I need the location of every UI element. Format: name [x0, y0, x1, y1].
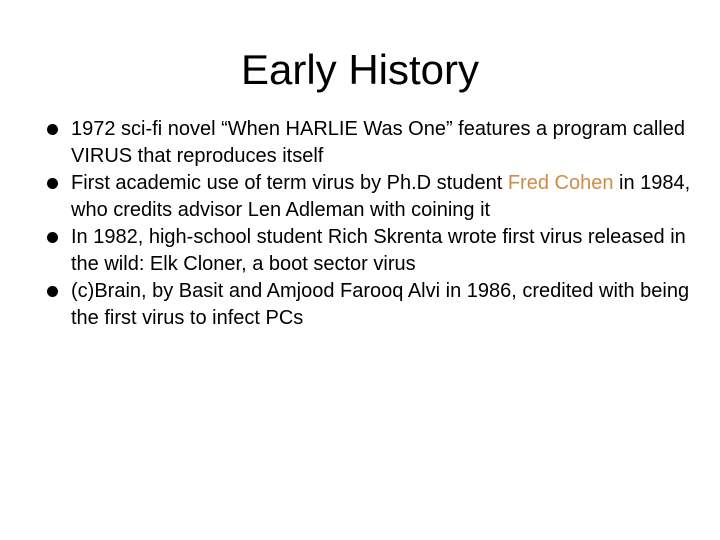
bullet-dot-icon [47, 178, 58, 189]
bullet-dot-icon [47, 124, 58, 135]
bullet-text-2-before: First academic use of term virus by Ph.D student [71, 172, 508, 194]
bullet-item-4 [46, 278, 706, 332]
bullet-text-4: (c)Brain, by Basit and Amjood Farooq Alvi in 1986, credited with being the first virus to infect PCs [71, 280, 690, 329]
bullet-text-1: 1972 sci-fi novel “When HARLIE Was One” features a program called VIRUS that reproduces itself [71, 118, 685, 167]
bullet-text-3: In 1982, high-school student Rich Skrenta wrote first virus released in the wild: Elk Cloner, a boot sector virus [71, 226, 686, 275]
bullet-item-3 [46, 224, 706, 278]
bullet-highlight-fred-cohen: Fred Cohen [507, 172, 614, 194]
bullet-list [46, 116, 706, 332]
bullet-text-2-after: in 1984, who credits advisor Len Adleman with coining it [71, 172, 691, 221]
bullet-dot-icon [47, 286, 58, 297]
bullet-item-2 [46, 170, 706, 224]
slide-title: Early History [240, 46, 480, 93]
bullet-item-1 [46, 116, 706, 170]
bullet-dot-icon [47, 232, 58, 243]
